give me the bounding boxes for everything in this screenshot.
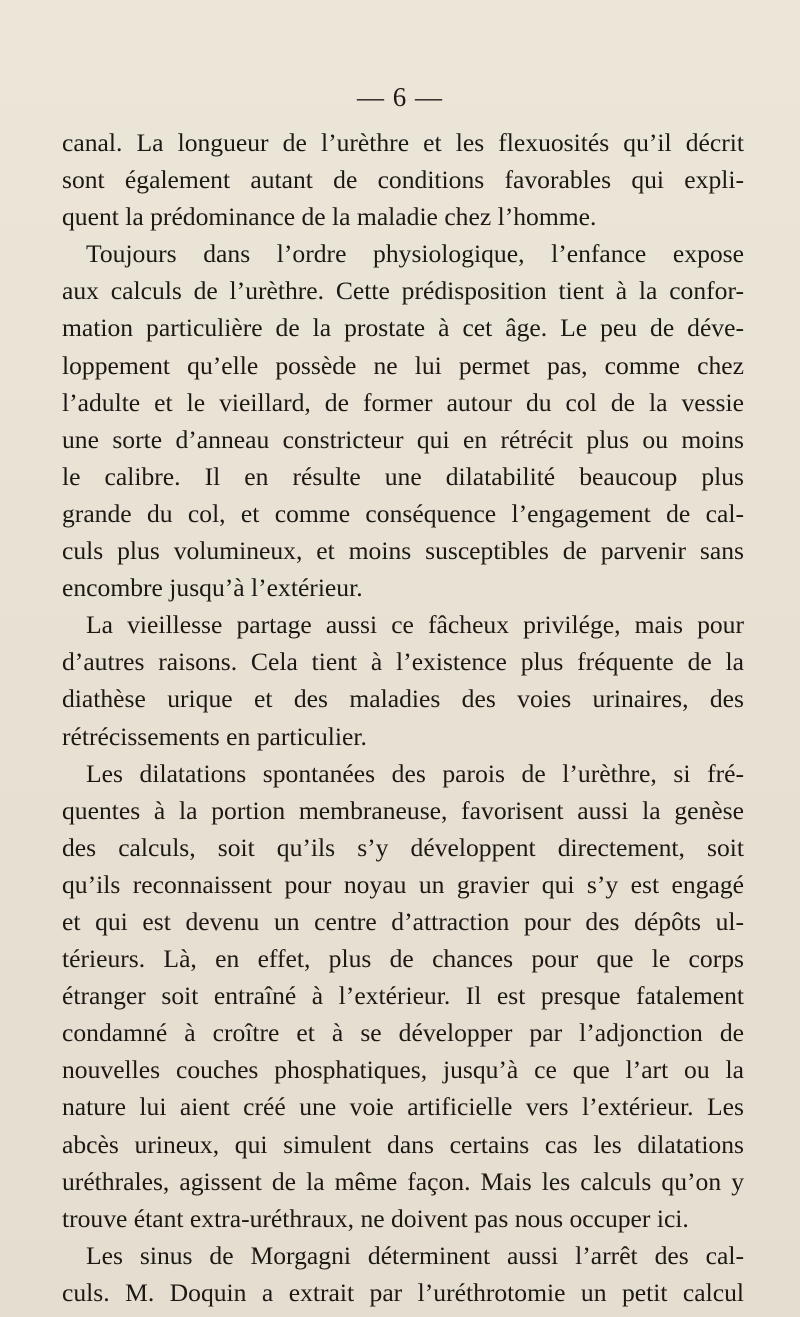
text-line: mation particulière de la prostate à cet âge. Le peu de déve-: [62, 313, 744, 343]
text-line: culs plus volumineux, et moins susceptibles de parvenir sans: [62, 536, 744, 566]
text-line: quentes à la portion membraneuse, favorisent aussi la genèse: [62, 795, 744, 825]
text-line: grande du col, et comme conséquence l’engagement de cal-: [62, 498, 744, 528]
text-line: diathèse urique et des maladies des voies urinaires, des: [62, 684, 744, 714]
text-line: qu’ils reconnaissent pour noyau un gravier qui s’y est engagé: [62, 869, 744, 899]
text-line: une sorte d’anneau constricteur qui en rétrécit plus ou moins: [62, 424, 744, 454]
text-line: l’adulte et le vieillard, de former autour du col de la vessie: [62, 387, 744, 417]
text-line: des calculs, soit qu’ils s’y développent directement, soit: [62, 832, 744, 862]
text-line: nature lui aient créé une voie artificielle vers l’extérieur. Les: [62, 1092, 744, 1122]
page-number: — 6 —: [357, 82, 443, 112]
text-line: condamné à croître et à se développer par l’adjonction de: [62, 1018, 744, 1048]
text-line: uréthrales, agissent de la même façon. Mais les calculs qu’on y: [62, 1166, 744, 1196]
text-line: Les sinus de Morgagni déterminent aussi l’arrêt des cal-: [86, 1240, 744, 1270]
text-line: nouvelles couches phosphatiques, jusqu’à ce que l’art ou la: [62, 1055, 744, 1085]
text-line: Les dilatations spontanées des parois de l’urèthre, si fré-: [86, 758, 744, 788]
text-line: La vieillesse partage aussi ce fâcheux privilége, mais pour: [86, 610, 744, 640]
text-line: aux calculs de l’urèthre. Cette prédisposition tient à la confor-: [62, 276, 744, 306]
text-line: culs. M. Doquin a extrait par l’uréthrotomie un petit calcul: [62, 1277, 744, 1307]
text-line: et qui est devenu un centre d’attraction pour des dépôts ul-: [62, 906, 744, 936]
text-line: quent la prédominance de la maladie chez l’homme.: [62, 202, 597, 232]
text-line: térieurs. Là, en effet, plus de chances pour que le corps: [62, 944, 744, 974]
text-line: d’autres raisons. Cela tient à l’existence plus fréquente de la: [62, 647, 744, 677]
text-line: encombre jusqu’à l’extérieur.: [62, 573, 363, 603]
text-line: Toujours dans l’ordre physiologique, l’enfance expose: [86, 239, 744, 269]
text-line: étranger soit entraîné à l’extérieur. Il est presque fatalement: [62, 981, 744, 1011]
text-line: canal. La longueur de l’urèthre et les flexuosités qu’il décrit: [62, 128, 744, 157]
text-line: sont également autant de conditions favorables qui expli-: [62, 165, 744, 195]
text-line: abcès urineux, qui simulent dans certains cas les dilatations: [62, 1129, 744, 1159]
text-line: rétrécissements en particulier.: [62, 721, 367, 751]
text-line: loppement qu’elle possède ne lui permet pas, comme chez: [62, 350, 744, 380]
text-line: le calibre. Il en résulte une dilatabilité beaucoup plus: [62, 461, 744, 491]
page-text: [62, 124, 744, 1311]
text-line: trouve étant extra-uréthraux, ne doivent pas nous occuper ici.: [62, 1203, 689, 1233]
